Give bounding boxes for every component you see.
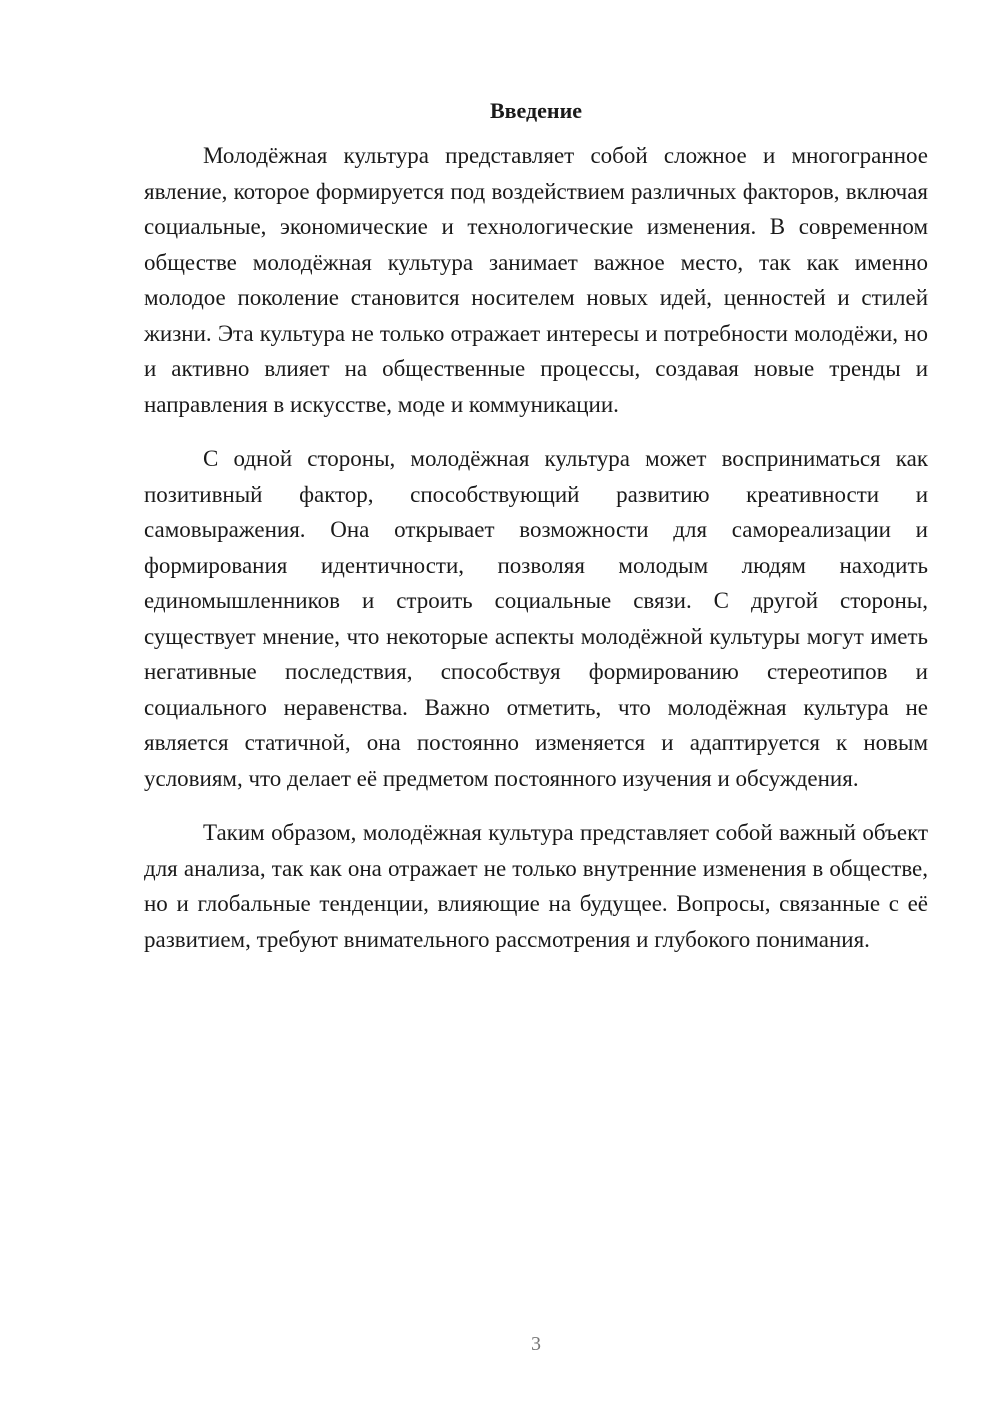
page-content (144, 96, 928, 976)
page-number: 3 (531, 1333, 541, 1355)
paragraph-1: Молодёжная культура представляет собой сложное и многогранное явление, которое формируется под воздействием различных факторов, включая социальные, экономические и технологические изменения. В современном обществе молодёжная культура занимает важное место, так как именно молодое поколение становится носителем новых идей, ценностей и стилей жизни. Эта культура не только отражает интересы и потребности молодёжи, но и активно влияет на общественные процессы, создавая новые тренды и направления в искусстве, моде и коммуникации. (144, 143, 928, 417)
paragraph-2: С одной стороны, молодёжная культура может восприниматься как позитивный фактор, способствующий развитию креативности и самовыражения. Она открывает возможности для самореализации и формирования идентичности, позволяя молодым людям находить единомышленников и строить социальные связи. С другой стороны, существует мнение, что некоторые аспекты молодёжной культуры могут иметь негативные последствия, способствуя формированию стереотипов и социального неравенства. Важно отметить, что молодёжная культура не является статичной, она постоянно изменяется и адаптируется к новым условиям, что делает её предметом постоянного изучения и обсуждения. (144, 446, 928, 791)
paragraph-3: Таким образом, молодёжная культура представляет собой важный объект для анализа, так как она отражает не только внутренние изменения в обществе, но и глобальные тенденции, влияющие на будущее. Вопросы, связанные с её развитием, требуют внимательного рассмотрения и глубокого понимания. (144, 820, 928, 952)
section-title: Введение (489, 98, 583, 123)
